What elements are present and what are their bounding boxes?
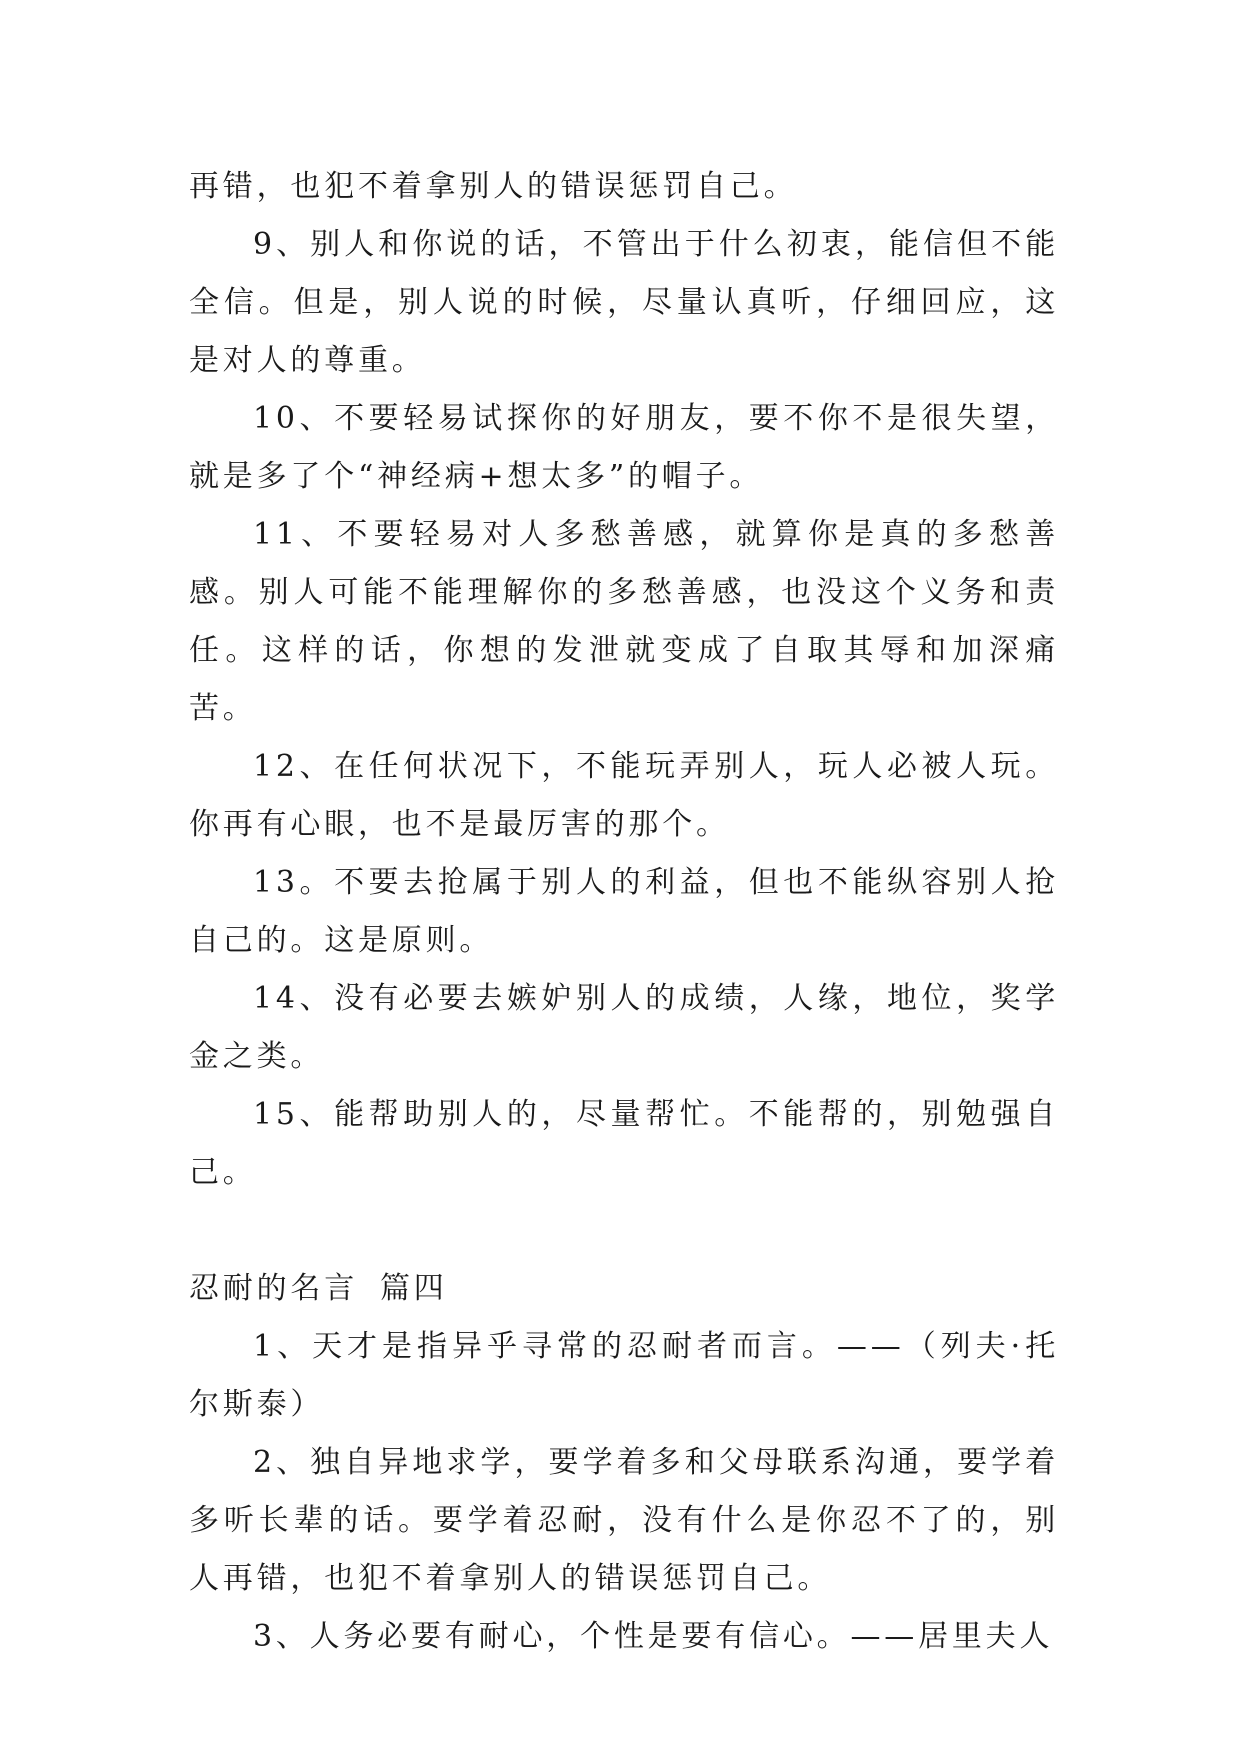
list-item: 11、不要轻易对人多愁善感，就算你是真的多愁善感。别人可能不能理解你的多愁善感，也没这个义务和责任。这样的话，你想的发泄就变成了自取其辱和加深痛苦。 — [189, 517, 1059, 726]
section-spacer — [189, 1202, 1059, 1260]
list-item: 1、天才是指异乎寻常的忍耐者而言。——（列夫·托尔斯泰） — [189, 1329, 1059, 1422]
document-body — [189, 158, 1059, 1666]
list-item: 3、人务必要有耐心，个性是要有信心。——居里夫人 — [253, 1619, 1054, 1654]
section-heading-title: 忍耐的名言 — [189, 1271, 358, 1306]
continuation-paragraph: 再错，也犯不着拿别人的错误惩罚自己。 — [189, 169, 798, 204]
list-item: 9、别人和你说的话，不管出于什么初衷，能信但不能全信。但是，别人说的时候，尽量认真听，仔细回应，这是对人的尊重。 — [189, 227, 1059, 378]
list-item: 10、不要轻易试探你的好朋友，要不你不是很失望，就是多了个“神经病+想太多”的帽子。 — [189, 401, 1059, 494]
list-item: 12、在任何状况下，不能玩弄别人，玩人必被人玩。你再有心眼，也不是最厉害的那个。 — [189, 749, 1059, 842]
section-heading-part: 篇四 — [380, 1271, 448, 1306]
list-item: 13。不要去抢属于别人的利益，但也不能纵容别人抢自己的。这是原则。 — [189, 865, 1059, 958]
list-item: 2、独自异地求学，要学着多和父母联系沟通，要学着多听长辈的话。要学着忍耐，没有什么是你忍不了的，别人再错，也犯不着拿别人的错误惩罚自己。 — [189, 1445, 1059, 1596]
section-heading — [189, 1260, 1059, 1318]
list-item: 14、没有必要去嫉妒别人的成绩，人缘，地位，奖学金之类。 — [189, 981, 1059, 1074]
list-item: 15、能帮助别人的，尽量帮忙。不能帮的，别勉强自己。 — [189, 1097, 1059, 1190]
